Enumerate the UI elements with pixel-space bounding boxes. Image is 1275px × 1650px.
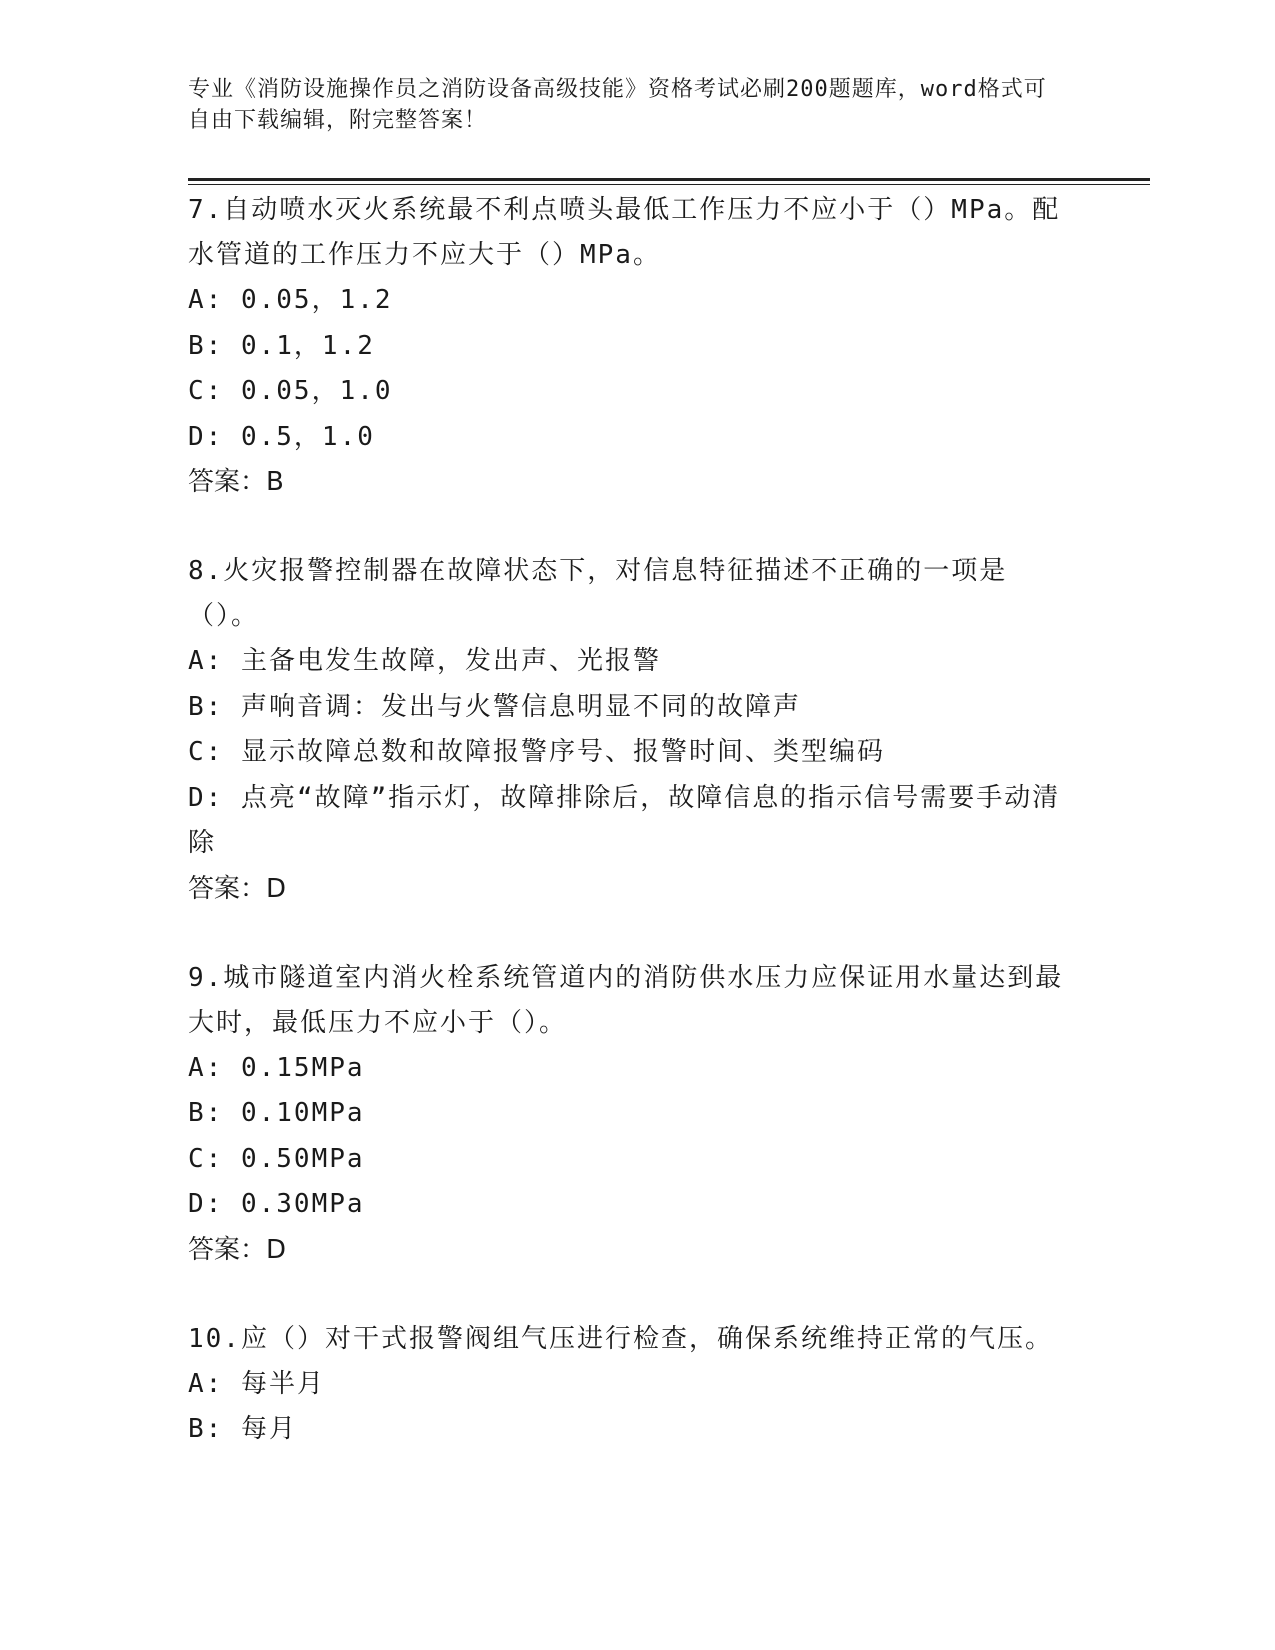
option-a: A: 0.05，1.2	[188, 285, 393, 315]
question-9	[188, 956, 1088, 1273]
option-b: B: 声响音调：发出与火警信息明显不同的故障声	[188, 691, 801, 722]
question-list	[188, 188, 1088, 1453]
answer-label: 答案：D	[188, 1234, 287, 1265]
option-b: B: 0.1，1.2	[188, 330, 375, 361]
option-b: B: 0.10MPa	[188, 1098, 365, 1128]
question-stem: 8.火灾报警控制器在故障状态下，对信息特征描述不正确的一项是（）。	[188, 556, 1008, 631]
header-divider-thin	[188, 184, 1150, 185]
answer-label: 答案：B	[188, 467, 284, 497]
question-7	[188, 188, 1088, 505]
option-a: A: 0.15MPa	[188, 1052, 365, 1083]
option-a: A: 每半月	[188, 1368, 325, 1399]
option-c: C: 显示故障总数和故障报警序号、报警时间、类型编码	[188, 737, 885, 767]
question-stem: 7.自动喷水灭火系统最不利点喷头最低工作压力不应小于（）MPa。配水管道的工作压力不应大于（）MPa。	[188, 195, 1061, 270]
question-10	[188, 1317, 1088, 1453]
option-b: B: 每月	[188, 1414, 297, 1444]
header-divider-thick	[188, 178, 1150, 181]
option-d: D: 0.5，1.0	[188, 421, 375, 452]
answer-label: 答案：D	[188, 873, 287, 904]
option-a: A: 主备电发生故障，发出声、光报警	[188, 646, 661, 676]
document-header: 专业《消防设施操作员之消防设备高级技能》资格考试必刷200题题库，word格式可自由下载编辑，附完整答案！	[188, 77, 1047, 133]
question-8	[188, 549, 1088, 912]
question-stem: 9.城市隧道室内消火栓系统管道内的消防供水压力应保证用水量达到最大时，最低压力不应小于（）。	[188, 962, 1064, 1038]
option-c: C: 0.05，1.0	[188, 376, 393, 406]
question-stem: 10.应（）对干式报警阀组气压进行检查，确保系统维持正常的气压。	[188, 1323, 1053, 1354]
option-d: D: 点亮“故障”指示灯，故障排除后，故障信息的指示信号需要手动清除	[188, 782, 1061, 858]
option-c: C: 0.50MPa	[188, 1143, 365, 1174]
option-d: D: 0.30MPa	[188, 1189, 365, 1219]
